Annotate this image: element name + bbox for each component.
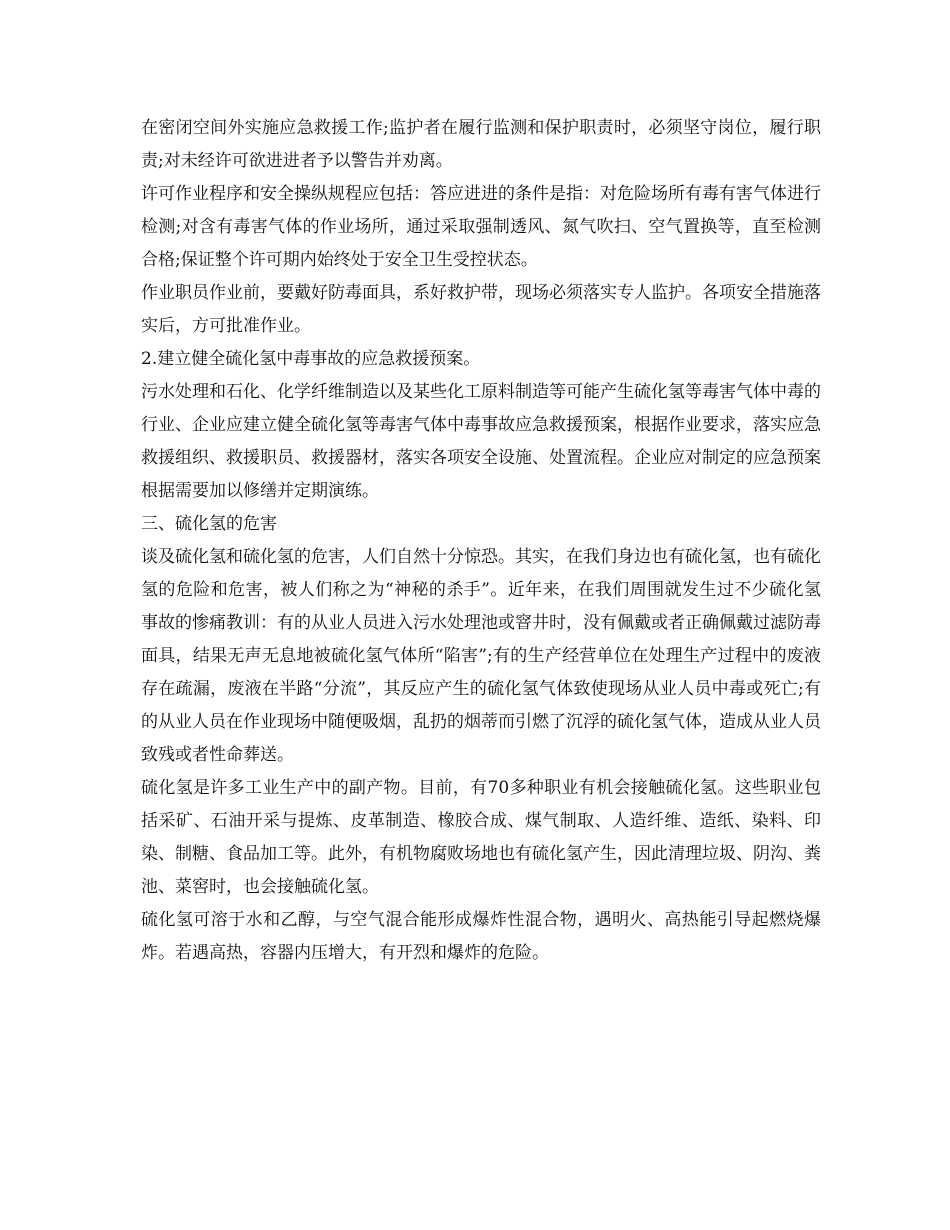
paragraph: 污水处理和石化、化学纤维制造以及某些化工原料制造等可能产生硫化氢等毒害气体中毒的行业、企业应建立健全硫化氢等毒害气体中毒事故应急救援预案，根据作业要求，落实应急救援组织、救援职员、救援器材，落实各项安全设施、处置流程。企业应对制定的应急预案根据需要加以修缮并定期演练。 (141, 382, 821, 501)
paragraph: 谈及硫化氢和硫化氢的危害，人们自然十分惊恐。其实，在我们身边也有硫化氢，也有硫化氢的危险和危害，被人们称之为“神秘的杀手”。近年来，在我们周围就发生过不少硫化氢事故的惨痛教训：有的从业人员进入污水处理池或窨井时，没有佩戴或者正确佩戴过滤防毒面具，结果无声无息地被硫化氢气体所“陷害”;有的生产经营单位在处理生产过程中的废液存在疏漏，废液在半路“分流”，其反应产生的硫化氢气体致使现场从业人员中毒或死亡;有的从业人员在作业现场中随便吸烟，乱扔的烟蒂而引燃了沉浮的硫化氢气体，造成从业人员致残或者性命葬送。 (141, 547, 821, 765)
paragraph: 作业职员作业前，要戴好防毒面具，系好救护带，现场必须落实专人监护。各项安全措施落实后，方可批准作业。 (141, 283, 821, 336)
paragraph: 硫化氢可溶于水和乙醇，与空气混合能形成爆炸性混合物，遇明火、高热能引导起燃烧爆炸。若遇高热，容器内压增大，有开烈和爆炸的危险。 (141, 910, 821, 963)
paragraph: 硫化氢是许多工业生产中的副产物。目前，有70多种职业有机会接触硫化氢。这些职业包括采矿、石油开采与提炼、皮革制造、橡胶合成、煤气制取、人造纤维、造纸、染料、印染、制糖、食品加工等。此外，有机物腐败场地也有硫化氢产生，因此清理垃圾、阴沟、粪池、菜窖时，也会接触硫化氢。 (141, 778, 821, 897)
document-body (141, 112, 821, 970)
paragraph: 许可作业程序和安全操纵规程应包括：答应进进的条件是指：对危险场所有毒有害气体进行检测;对含有毒害气体的作业场所，通过采取强制透风、氮气吹扫、空气置换等，直至检测合格;保证整个许可期内始终处于安全卫生受控状态。 (141, 184, 821, 270)
section-heading: 三、硫化氢的危害 (141, 514, 277, 534)
section-heading: 2.建立健全硫化氢中毒事故的应急救援预案。 (141, 349, 481, 369)
paragraph: 在密闭空间外实施应急救援工作;监护者在履行监测和保护职责时，必须坚守岗位，履行职责;对未经许可欲进进者予以警告并劝离。 (141, 118, 821, 171)
